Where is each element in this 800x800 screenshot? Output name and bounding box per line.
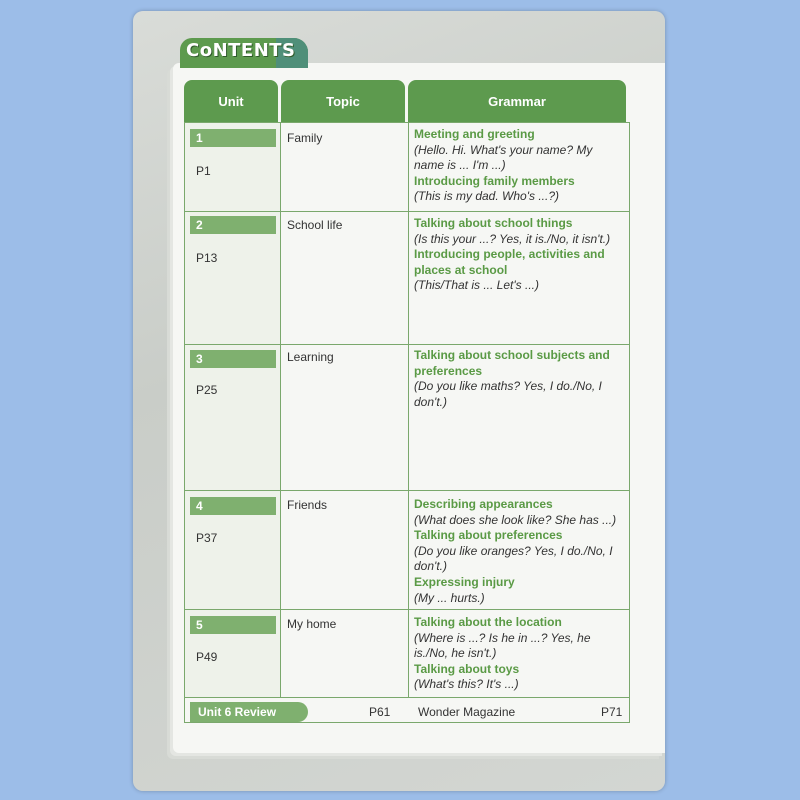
review-label: Unit 6 Review <box>190 702 308 722</box>
grammar-title: Talking about toys <box>414 661 520 676</box>
row-divider <box>184 697 630 698</box>
unit-number: 3 <box>190 350 276 368</box>
grammar-title: Introducing family members <box>414 173 575 188</box>
unit-number: 1 <box>190 129 276 147</box>
unit-page: P49 <box>196 650 218 664</box>
grammar-title: Talking about school subjects and preferences <box>414 348 610 378</box>
grammar-example: (What's this? It's ...) <box>414 677 519 692</box>
grammar-title: Introducing people, activities and places at school <box>414 247 605 277</box>
grammar-example: (My ... hurts.) <box>414 590 485 605</box>
row-divider <box>184 722 630 723</box>
grammar-example: (Is this your ...? Yes, it is./No, it isn't.) <box>414 231 611 246</box>
unit-page: P37 <box>196 531 218 545</box>
unit-topic: Family <box>287 131 323 145</box>
row-divider <box>184 344 630 345</box>
unit-page: P13 <box>196 251 218 265</box>
grammar-title: Talking about preferences <box>414 528 563 543</box>
unit-grammar <box>414 615 624 693</box>
magazine-page: P71 <box>601 705 623 719</box>
row-divider <box>184 211 630 212</box>
grammar-title: Talking about school things <box>414 216 573 230</box>
row-divider <box>184 490 630 491</box>
grammar-example: (Do you like maths? Yes, I do./No, I don't.) <box>414 379 602 409</box>
grammar-example: (Hello. Hi. What's your name? My name is ... I'm ...) <box>414 142 593 173</box>
review-page: P61 <box>369 705 391 719</box>
grammar-title: Describing appearances <box>414 497 553 511</box>
unit-grammar <box>414 348 624 410</box>
row-divider <box>184 122 630 123</box>
unit-number: 4 <box>190 497 276 515</box>
grammar-example: (Where is ...? Is he in ...? Yes, he is./No, he isn't.) <box>414 630 591 661</box>
unit-grammar <box>414 127 624 205</box>
contents-title: CoNTENTS <box>186 40 296 61</box>
header-topic: Topic <box>281 80 405 122</box>
grammar-example: (Do you like oranges? Yes, I do./No, I don't.) <box>414 543 613 574</box>
unit-topic: School life <box>287 218 343 232</box>
unit-number: 2 <box>190 216 276 234</box>
magazine-label: Wonder Magazine <box>418 705 516 719</box>
grammar-example: (What does she look like? She has ...) <box>414 512 617 527</box>
unit-grammar <box>414 497 624 606</box>
grammar-example: (This/That is ... Let's ...) <box>414 278 539 293</box>
grammar-title: Expressing injury <box>414 574 515 589</box>
unit-topic: Friends <box>287 498 328 512</box>
unit-page: P1 <box>196 164 211 178</box>
unit-number: 5 <box>190 616 276 634</box>
column-divider <box>408 122 409 698</box>
header-grammar: Grammar <box>408 80 626 122</box>
header-unit: Unit <box>184 80 278 122</box>
unit-topic: My home <box>287 617 337 631</box>
unit-grammar <box>414 216 624 294</box>
grammar-title: Meeting and greeting <box>414 127 535 141</box>
grammar-title: Talking about the location <box>414 615 562 629</box>
unit-topic: Learning <box>287 350 334 364</box>
grammar-example: (This is my dad. Who's ...?) <box>414 189 559 204</box>
column-divider <box>280 122 281 698</box>
unit-page: P25 <box>196 383 218 397</box>
row-divider <box>184 609 630 610</box>
